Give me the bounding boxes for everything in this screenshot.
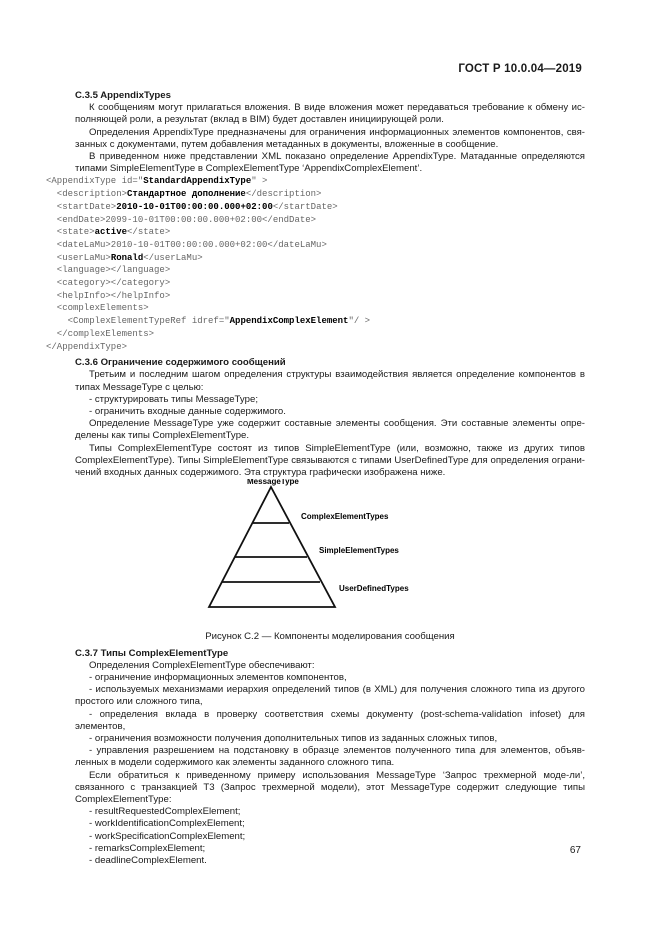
document-code: ГОСТ Р 10.0.04—2019 [458, 63, 582, 75]
list-item [75, 855, 585, 867]
list-item [75, 394, 585, 406]
list-item-text: - workSpecificationComplexElement; [89, 830, 246, 842]
list-item: - определения вклада в проверку соответствия схемы документу (post-schema-validation infoset) для элементов, [75, 708, 585, 732]
xml-line: </AppendixType> [46, 341, 128, 352]
paragraph: Определения AppendixType предназначены для ограничения информационных элементов компонентов, свя-занных с документами, путем добавления метаданных в документы, вложенные в сообщение. [75, 126, 585, 150]
list-item [75, 818, 585, 830]
xml-value: 2010-10-01T00:00:00.000+02:00 [116, 201, 273, 212]
xml-line: <dateLaMu>2010-10-01T00:00:00.000+02:00</dateLaMu> [46, 239, 327, 250]
list-item [75, 806, 585, 818]
list-item-text: - ограничить входные данные содержимого. [89, 406, 286, 418]
label-userdefinedtypes: UserDefinedTypes [339, 584, 409, 594]
xml-line: <startDate> [46, 201, 117, 212]
label-complexelementtypes: ComplexElementTypes [301, 512, 389, 522]
xml-line: <helpInfo></helpInfo> [46, 290, 171, 301]
list-item-text: - deadlineComplexElement. [89, 854, 207, 866]
xml-line: <ComplexElementTypeRef idref=" [46, 316, 230, 327]
list-item [75, 843, 585, 855]
list-item [75, 406, 585, 418]
xml-value: StandardAppendixType [143, 176, 252, 187]
xml-line: </state> [127, 227, 171, 238]
xml-line: "/ > [348, 316, 371, 327]
list-item: - используемых механизмами иерархия определений типов (в XML) для получения сложного типа из другого простого или сложного типа, [75, 684, 585, 708]
paragraph: Третьим и последним шагом определения структуры взаимодействия является определение компонентов в типах MessageType с целью: [75, 369, 585, 393]
pyramid-diagram [75, 479, 585, 629]
pyramid-svg [75, 479, 585, 627]
list-item-text: - remarksComplexElement; [89, 842, 206, 854]
list-item-text: - workIdentificationComplexElement; [89, 818, 245, 830]
label-messagetype: MessageType [247, 479, 299, 487]
xml-code-block [46, 175, 585, 353]
page-content [46, 90, 585, 867]
xml-value: Ronald [110, 252, 144, 263]
xml-value: AppendixComplexElement [229, 316, 349, 327]
list-item-text: - resultRequestedComplexElement; [89, 806, 241, 818]
xml-line: </startDate> [272, 201, 338, 212]
list-item [75, 831, 585, 843]
paragraph: К сообщениям могут прилагаться вложения. В виде вложения может передаваться требование к обмену ис-полняющей роли, а результат (вклад в BIM) будет доставлен инициирующей роли. [75, 102, 585, 126]
list-item: - управления разрешением на подстановку в образце элементов полученного типа для элементов, объяв-ленных в модели содержимого как элементы заданного сложного типа. [75, 745, 585, 769]
list-item: - ограничение информационных элементов компонентов, [89, 671, 347, 683]
xml-line: <category></category> [46, 278, 171, 289]
paragraph: Типы ComplexElementType состоят из типов SimpleElementType (или, возможно, также из других типов ComplexElementType). Типы SimpleElementType связываются с типами UserDefinedType для определения ограни-чений входных данных содержимого. Эта структура графически изображена ниже. [75, 442, 585, 479]
xml-line: </description> [245, 189, 322, 200]
label-simpleelementtypes: SimpleElementTypes [319, 546, 399, 556]
xml-line: <language></language> [46, 265, 171, 276]
paragraph: Определение MessageType уже содержит составные элементы сообщения. Эти составные элементы опре-делены как типы ComplexElementType. [75, 418, 585, 442]
xml-line: <userLaMu> [46, 252, 111, 263]
xml-line: <description> [46, 189, 128, 200]
xml-line: </userLaMu> [143, 252, 203, 263]
pyramid-outline [209, 487, 335, 607]
xml-line: </complexElements> [46, 328, 155, 339]
section-heading-c35: C.3.5 AppendixTypes [75, 90, 171, 101]
xml-line: " > [251, 176, 268, 187]
paragraph: Если обратиться к приведенному примеру использования MessageType ‘Запрос трехмерной моде-ли’, связанного с транзакцией Т3 (Запрос трехмерной модели), этот MessageType содержит следующие типы ComplexElementType: [75, 769, 585, 805]
xml-value: Стандартное дополнение [127, 189, 246, 200]
section-heading-c36: C.3.6 Ограничение содержимого сообщений [75, 357, 286, 369]
xml-line: <state> [46, 227, 95, 238]
page-number: 67 [569, 845, 581, 856]
list-item-text: - структурировать типы MessageType; [89, 393, 259, 405]
paragraph: В приведенном ниже представлении XML показано определение AppendixType. Матаданные определяются типами SimpleElementType в ComplexElementType ‘AppendixComplexElement’. [75, 151, 585, 175]
xml-line: <complexElements> [46, 303, 149, 314]
figure-caption: Рисунок С.2 — Компоненты моделирования сообщения [205, 631, 455, 643]
section-heading-c37: C.3.7 Типы ComplexElementType [75, 647, 229, 659]
paragraph: Определения ComplexElementType обеспечивают: [89, 659, 315, 671]
list-item: - ограничения возможности получения дополнительных типов из заданных сложных типов, [89, 732, 498, 744]
xml-line: <AppendixType id=" [46, 176, 144, 187]
xml-value: active [94, 227, 128, 238]
xml-line: <endDate>2099-10-01T00:00:00.000+02:00</endDate> [46, 214, 317, 225]
